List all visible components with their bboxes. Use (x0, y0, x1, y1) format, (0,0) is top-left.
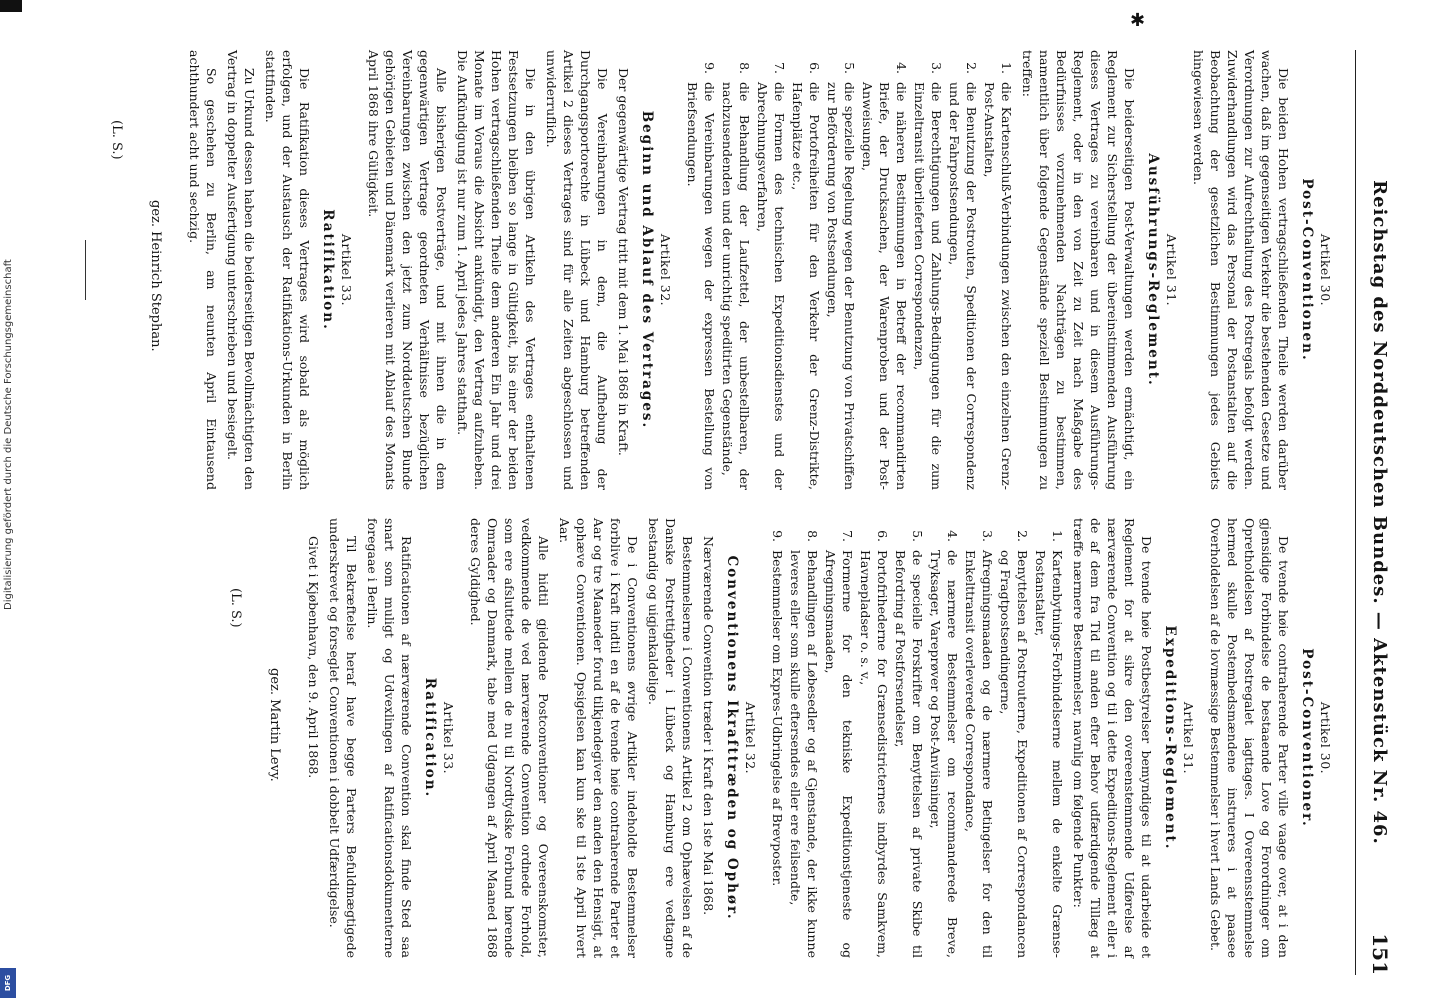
list-item: 8. Behandlingen af Løbesedler og af Gjenstande, der ikke kunne leveres eller som skulle eftersendes eller ere feilsendte, (787, 546, 821, 958)
seal-mark: (L. S.) (109, 120, 124, 160)
article-heading: Post-Conventioner. (1299, 648, 1315, 828)
article-label: Artikel 32. (743, 701, 758, 775)
article-label: Artikel 30. (1318, 233, 1333, 307)
article-paragraph: Die in den übrigen Artikeln des Vertrages enthaltenen Festsetzungen bleiben so lange in Gültigkeit, bis einer der beiden Hohen vertragschließenden Theile dem anderen Ein Jahr und drei Monate im Voraus die Absicht ankündigt, den Vertrag aufzuheben. Die Aufkündigung ist nur zum 1. April jedes Jahres statthaft. (455, 50, 538, 490)
article-paragraph: Die Ratifikation dieses Vertrages wird sobald als möglich erfolgen, und der Austausch der Ratifikations-Urkunden in Berlin stattfinden. (263, 50, 312, 490)
provision-list (769, 518, 1066, 958)
digitization-credit: Digitalisierung gefördert durch die Deutsche Forschungsgemeinschaft (3, 259, 14, 610)
article-paragraph: Til Bekræftelse heraf have begge Parters Befuldmægtigede underskrevet og forseglet Conventionen i dobbelt Udfærdigelse. (327, 518, 359, 958)
provision-list (684, 50, 1015, 490)
article-heading: Beginn und Ablauf des Vertrages. (639, 110, 655, 430)
article-paragraph: Bestemmelserne i Conventionens Artikel 2 om Ophævelsen af de Danske Postrettigheder i Lübeck og Hamburg ere vedtagne bestandig og uigjenkaldelige. (646, 518, 695, 958)
list-item: 9. die Vereinbarungen wegen der expressen Bestellung von Briefsendungen. (684, 78, 718, 490)
list-item: 2. Benyttelsen af Postrouterne, Expeditionen af Correspondancen og Fragtpostsendingerne, (997, 546, 1031, 958)
article-paragraph: Die beiden Hohen vertragschließenden Theile werden darüber wachen, daß im gegenseitigen Verkehr die bestehenden Gesetze und Verordnungen zur Aufrechthaltung des Postregals befolgt werden. Zuwiderhandlungen wird das Personal der Postanstalten auf die Beobachtung der gesetzlichen Bestimmungen jedes Gebiets hingewiesen werden. (1191, 50, 1291, 490)
article-paragraph: De i Conventionens øvrige Artikler indeholdte Bestemmelser forblive i Kraft indtil en af de tvende høie contraherende Parter et Aar og tre Maaneder forud tilkjendegiver den anden den Hensigt, at ophæve Conventionen. Opsigelsen kan kun ske til 1ste April hvert Aar. (557, 518, 640, 958)
signature-line: gez. Martin Levy. (267, 668, 282, 782)
list-item: 2. die Benutzung der Postrouten, Speditionen der Correspondenz und der Fahrpostsendungen, (946, 78, 980, 490)
scan-speck-mark: ✱ (1130, 10, 1146, 31)
article-paragraph: Ratificationen af nærværende Convention skal finde Sted saa snart som muligt og Udvexlingen af Ratificationsdokumenterne foregaae i Berlin. (365, 518, 414, 958)
article-paragraph: Alle bisherigen Postverträge, und mit ihnen die in dem gegenwärtigen Vertrage geordneten Verhältnisse bezüglichen Vereinbarungen zwischen den jetzt zum Norddeutschen Bunde gehörigen Gebieten und Dänemark verlieren mit Ablauf des Monats April 1868 ihre Gültigkeit. (366, 50, 449, 490)
article-paragraph: So geschehen zu Berlin, am neunten April Eintausend achthundert acht und sechzig. (187, 50, 219, 490)
article-heading: Ratifikation. (320, 209, 336, 331)
article-paragraph: Zu Urkund dessen haben die beiderseitigen Bevollmächtigten den Vertrag in doppelter Ausfertigung unterschrieben und besiegelt. (225, 50, 257, 490)
list-item: 1. Kartenbytnings-Forbindelserne mellem de enkelte Grænse-Postanstalter, (1032, 546, 1066, 958)
german-column (85, 50, 1344, 490)
article-paragraph: Die beiderseitigen Post-Verwaltungen werden ermächtigt, ein Reglement zur Sicherstellung der übereinstimmenden Ausführung dieses Vertrages zu vereinbaren und in diesem Ausführungs-Reglement, oder in den von Zeit zu Zeit nach Maßgabe des Bedürfnisses vorzunehmenden Nachträgen zu bestimmen, namentlich über folgende Gegenstände speziell Bestimmungen zu treffen: (1020, 50, 1137, 490)
article-label: Artikel 30. (1318, 701, 1333, 775)
list-item: 1. die Kartenschluß-Verbindungen zwischen den einzelnen Grenz-Post-Anstalten, (981, 78, 1015, 490)
article-label: Artikel 31. (1164, 233, 1179, 307)
article-label: Artikel 33. (339, 233, 354, 307)
article-label: Artikel 33. (441, 701, 456, 775)
article-paragraph: De tvende høie contraherende Parter ville vaage over, at i den gjensidige Forbindelse de bestaaende Love og Forordninger om Opretholdelsen af Postregalet iagttages. I Overeensstemmelse hermed skulle Postembedsmændene instrueres i at paasee Overholdelsen af de lovmæssige Bestemmelser i hvert Lands Gebet. (1208, 518, 1291, 958)
article-heading: Ratification. (422, 677, 438, 799)
list-item: 4. die näheren Bestimmungen in Betreff der recommandirten Briefe, der Drucksachen, der Warenproben und der Post-Anweisungen, (859, 78, 910, 490)
article-heading: Expeditions-Reglement. (1162, 625, 1178, 851)
article-heading: Conventionens Ikrafttræden og Ophør. (724, 555, 740, 921)
list-item: 6. Portofrihederne for Grænsedistricternes indbyrdes Samkvem, Havnepladser o. s. v., (857, 546, 891, 958)
article-label: Artikel 32. (658, 233, 673, 307)
header-title: Reichstag des Norddeutschen Bundes. — Aktenstück Nr. 46. (1369, 180, 1390, 845)
article-label: Artikel 31. (1181, 701, 1196, 775)
article-paragraph: Givet i Kjøbenhavn, den 9. April 1868. (306, 536, 321, 779)
article-paragraph: Die Vereinbarungen in dem, die Aufhebung der Durchgangsportorechte in Lübeck und Hamburg betreffenden Artikel 2 dieses Vertrages sind für alle Zeiten abgeschlossen und unwiderruflich. (544, 50, 610, 490)
page-number: 151 (1368, 933, 1392, 975)
seal-mark: (L. S.) (228, 588, 243, 628)
list-item: 7. Formerne for den tekniske Expeditionstjeneste og Afregningsmaaden, (822, 546, 856, 958)
page-header (1355, 50, 1400, 975)
article-heading: Post-Conventionen. (1299, 178, 1315, 362)
article-paragraph: Alle hidtil gjeldende Postconventioner og Overeenskomster, vedkommende de ved nærværende Convention ordnede Forhold, som ere afsluttede mellem de nu til Nordtydske Forbund hørende Omraader og Danmark, tabe med Udgangen af April Maaned 1868 deres Gyldighed. (468, 518, 551, 958)
list-item: 3. Afregningsmaaden og de nærmere Betingelser for den til Enkelttransit overleverede Correspondance, (962, 546, 996, 958)
article-paragraph: Nærværende Convention træder i Kraft den 1ste Mai 1868. (701, 536, 716, 916)
danish-column (227, 518, 1344, 958)
dfg-logo-text: DFG (4, 974, 12, 992)
signature-line: gez. Heinrich Stephan. (148, 200, 163, 352)
list-item: 8. die Behandlung der Laufzettel, der unbestellbaren, der nachzusendenden und der unrichtig speditirten Gegenstände, (719, 78, 753, 490)
list-item: 6. die Portofreiheiten für den Verkehr der Grenz-Distrikte, Hafenplätze etc., (789, 78, 823, 490)
list-item: 4. de nærmere Bestemmelser om recommanderede Breve, Tryksager, Vareprøver og Post-Anviisninger, (927, 546, 961, 958)
list-item: 3. die Berechtigungen und Zahlungs-Bedingungen für die zum Einzeltransit überlieferten Correspondenzen, (911, 78, 945, 490)
list-item: 7. die Formen des technischen Expeditionsdienstes und der Abrechnungsverfahren, (754, 78, 788, 490)
list-item: 5. de specielle Forskrifter om Benyttelsen af private Skibe til Befordring af Postforsendelser, (892, 546, 926, 958)
dfg-logo (0, 968, 16, 998)
article-heading: Ausführungs-Reglement. (1145, 153, 1161, 387)
list-item: 5. die spezielle Regelung wegen der Benutzung von Privatschiffen zur Beförderung von Postsendungen, (824, 78, 858, 490)
article-paragraph: De tvende høie Postbestyrelser bemyndiges til at udarbeide et Reglement for at sikre den overeenstemmende Udførelse af nærværende Convention og til i dette Expeditions-Reglement eller i de af dem fra Tid til anden efter Behov udfærdigende Tillæg at træffe nærmere Bestemmelser, navnlig om følgende Punkter: (1071, 518, 1154, 958)
article-paragraph: Der gegenwärtige Vertrag tritt mit dem 1. Mai 1868 in Kraft. (616, 68, 631, 456)
list-item: 9. Bestemmelser om Expres-Udbringelse af Brevposter. (769, 546, 786, 958)
divider (85, 240, 86, 300)
